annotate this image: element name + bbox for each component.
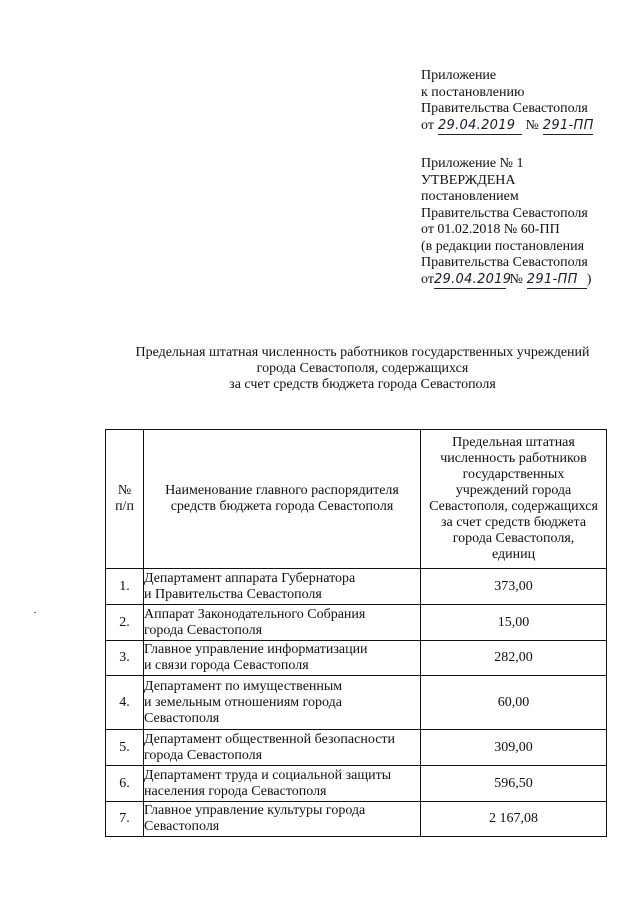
table-row xyxy=(106,766,607,802)
table-row xyxy=(106,730,607,766)
appendix-block xyxy=(421,156,591,289)
header-number-line-2: п/п xyxy=(115,499,134,514)
appendix-header-line-1: Приложение xyxy=(421,68,497,83)
number-sign: № xyxy=(525,117,539,133)
row-name-line: населения города Севастополя xyxy=(144,783,327,799)
row-name-line: Главное управление информатизации xyxy=(144,642,368,657)
appendix-block-line-6: (в редакции постановления xyxy=(421,238,585,254)
row-value: 596,50 xyxy=(421,766,607,802)
row-name-line: Департамент труда и социальной защиты xyxy=(144,767,392,783)
row-name-line: и земельным отношениям города xyxy=(144,694,342,710)
row-number: 6. xyxy=(106,766,144,802)
header-value xyxy=(421,430,607,569)
header-number-line-1: № xyxy=(117,483,132,498)
appendix-header xyxy=(421,68,593,135)
appendix-block-date-line xyxy=(421,272,591,290)
appendix-block-line-3: постановлением xyxy=(421,189,519,204)
row-number: 2. xyxy=(106,605,144,641)
row-name xyxy=(144,605,421,641)
header-value-line-2: численность работников xyxy=(440,451,587,466)
appendix-block-line-5: от 01.02.2018 № 60-ПП xyxy=(421,222,560,237)
handwritten-date: 29.04.2019 xyxy=(434,272,506,290)
title-line-1: Предельная штатная численность работников государственных учреждений xyxy=(135,345,590,360)
closing-paren: ) xyxy=(586,271,592,287)
header-value-line-3: государственных xyxy=(462,467,565,482)
row-name xyxy=(144,766,421,802)
table-row xyxy=(106,676,607,730)
appendix-block-line-7: Правительства Севастополя xyxy=(421,255,588,270)
appendix-block-line-1: Приложение № 1 xyxy=(421,156,524,171)
header-name-line-2: средств бюджета города Севастополя xyxy=(170,499,394,514)
row-name-line: Аппарат Законодательного Собрания xyxy=(144,606,366,622)
row-value: 2 167,08 xyxy=(421,802,607,837)
header-value-line-1: Предельная штатная xyxy=(452,435,575,450)
row-number: 5. xyxy=(106,730,144,766)
row-name-line: Главное управление культуры города xyxy=(144,803,366,818)
row-name xyxy=(144,730,421,766)
header-name xyxy=(144,430,421,569)
header-value-line-7: города Севастополя, xyxy=(452,531,575,546)
header-value-line-8: единиц xyxy=(491,547,536,562)
title-line-3: за счет средств бюджета города Севастополя xyxy=(229,377,496,392)
header-value-line-6: за счет средств бюджета xyxy=(440,515,587,530)
scan-speck xyxy=(34,612,36,613)
row-name-line: Севастополя xyxy=(144,819,220,834)
row-name-line: города Севастополя xyxy=(144,622,263,638)
handwritten-number: 291-ПП xyxy=(543,118,593,136)
row-number: 1. xyxy=(106,569,144,605)
table-row xyxy=(106,802,607,837)
row-number: 7. xyxy=(106,802,144,837)
row-name xyxy=(144,641,421,676)
row-name-line: Севастополя xyxy=(144,710,220,726)
title-line-2: города Севастополя, содержащихся xyxy=(256,361,469,376)
appendix-header-line-3: Правительства Севастополя xyxy=(421,101,588,116)
table-row xyxy=(106,569,607,605)
row-value: 373,00 xyxy=(421,569,607,605)
row-value: 15,00 xyxy=(421,605,607,641)
row-value: 60,00 xyxy=(421,676,607,730)
handwritten-number: 291-ПП xyxy=(527,272,587,290)
header-value-line-5: Севастополя, содержащихся xyxy=(429,499,598,514)
appendix-header-date-line xyxy=(421,118,593,136)
date-prefix: от xyxy=(421,271,434,287)
handwritten-date: 29.04.2019 xyxy=(438,118,522,136)
document-title xyxy=(100,345,625,393)
header-value-line-4: учреждений города xyxy=(455,483,572,498)
number-sign: № xyxy=(509,271,523,287)
row-number: 3. xyxy=(106,641,144,676)
row-value: 282,00 xyxy=(421,641,607,676)
date-prefix: от xyxy=(421,117,434,133)
row-name-line: Департамент аппарата Губернатора xyxy=(144,570,356,586)
table-row xyxy=(106,605,607,641)
row-name-line: Департамент по имущественным xyxy=(144,678,343,694)
row-value: 309,00 xyxy=(421,730,607,766)
row-name-line: города Севастополя xyxy=(144,747,263,763)
appendix-block-line-2: УТВЕРЖДЕНА xyxy=(421,172,516,188)
header-name-line-1: Наименование главного распорядителя xyxy=(165,483,399,498)
row-name xyxy=(144,802,421,837)
table-header-row xyxy=(106,430,607,569)
row-name-line: и связи города Севастополя xyxy=(144,658,309,673)
row-name-line: и Правительства Севастополя xyxy=(144,586,322,602)
row-number: 4. xyxy=(106,676,144,730)
table-row xyxy=(106,641,607,676)
row-name xyxy=(144,676,421,730)
row-name-line: Департамент общественной безопасности xyxy=(144,731,396,747)
row-name xyxy=(144,569,421,605)
staff-limit-table xyxy=(105,429,607,837)
appendix-block-line-4: Правительства Севастополя xyxy=(421,205,588,221)
appendix-header-line-2: к постановлению xyxy=(421,84,525,100)
header-number xyxy=(106,430,144,569)
